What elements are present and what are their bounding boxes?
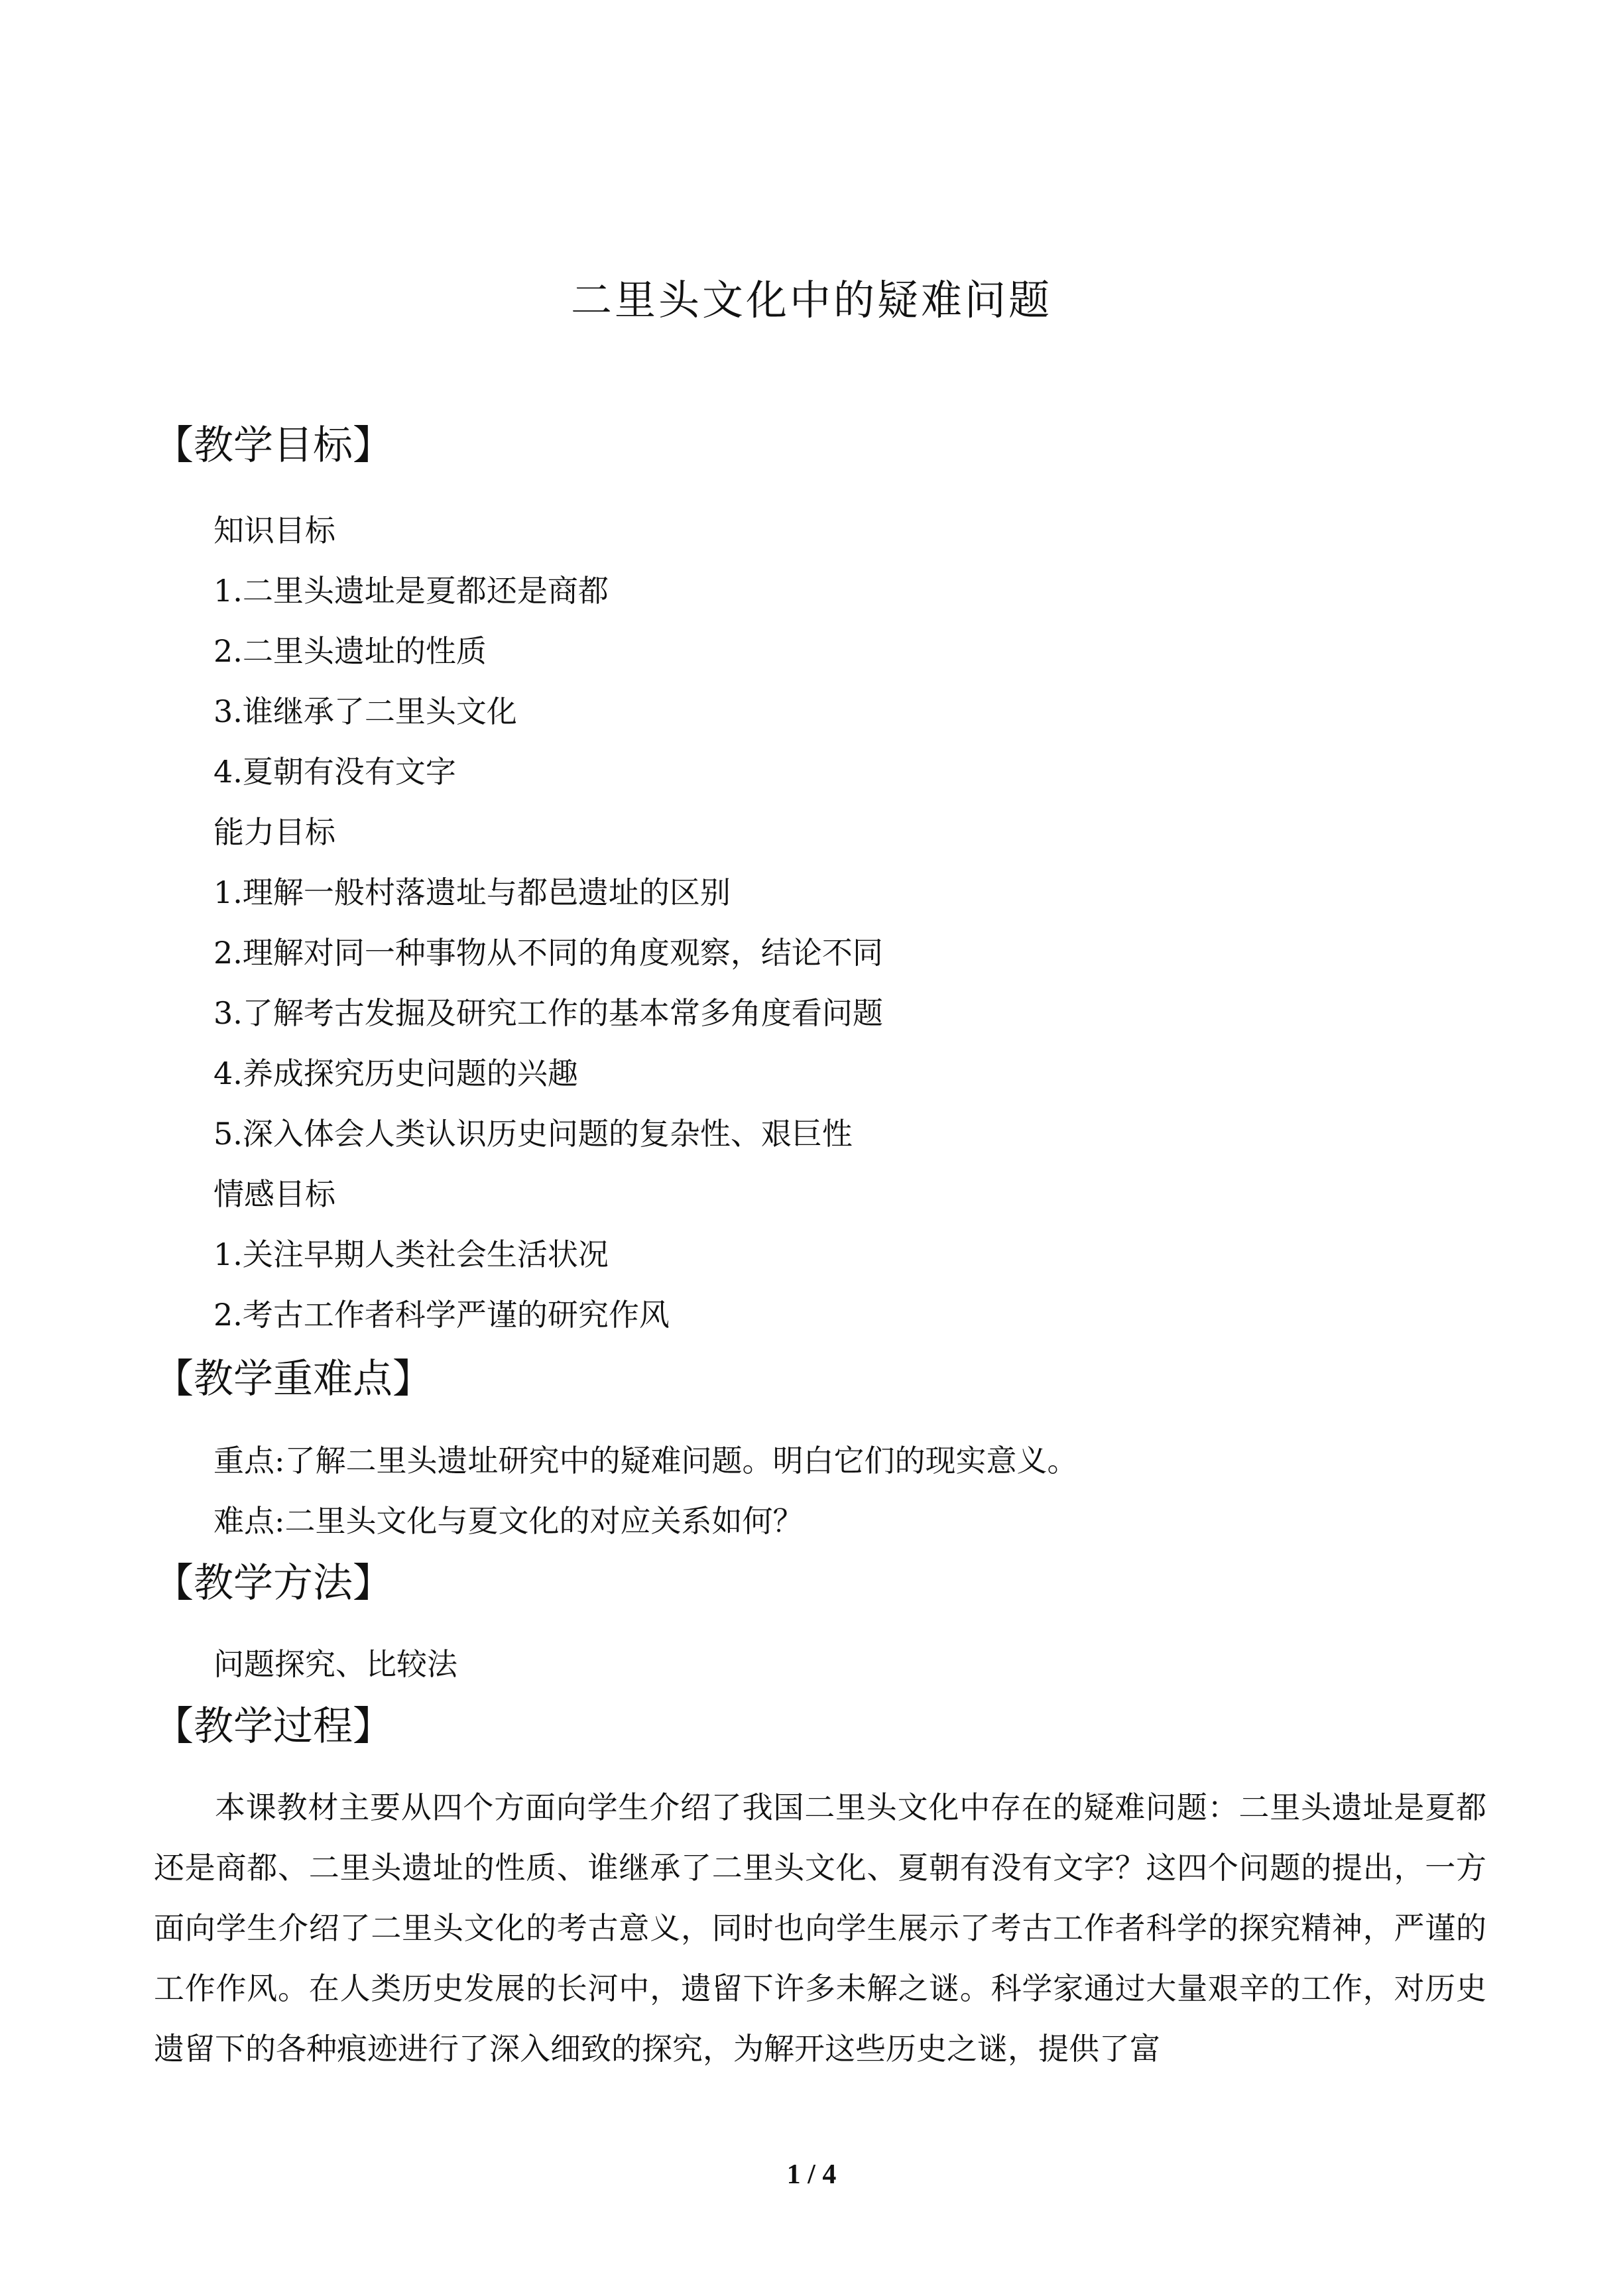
page-title: 二里头文化中的疑难问题: [570, 276, 1052, 324]
knowledge-item: 1.二里头遗址是夏都还是商都: [213, 573, 609, 609]
section-heading-process: 【教学过程】: [154, 1703, 392, 1750]
knowledge-objectives-label: 知识目标: [213, 513, 335, 548]
ability-item: 1.理解一般村落遗址与都邑遗址的区别: [213, 875, 731, 910]
section-heading-methods: 【教学方法】: [154, 1560, 392, 1606]
ability-item: 2.理解对同一种事物从不同的角度观察，结论不同: [213, 935, 883, 971]
emotion-item: 1.关注早期人类社会生活状况: [213, 1237, 609, 1272]
emotion-objectives-label: 情感目标: [213, 1176, 335, 1212]
knowledge-item: 4.夏朝有没有文字: [213, 754, 456, 790]
section-heading-key-points: 【教学重难点】: [154, 1356, 432, 1402]
emotion-item: 2.考古工作者科学严谨的研究作风: [213, 1297, 670, 1333]
knowledge-item: 3.谁继承了二里头文化: [213, 694, 517, 729]
methods-text: 问题探究、比较法: [213, 1646, 457, 1682]
ability-item: 4.养成探究历史问题的兴趣: [213, 1056, 578, 1091]
ability-item: 3.了解考古发掘及研究工作的基本常多角度看问题: [213, 995, 883, 1031]
process-paragraph: 本课教材主要从四个方面向学生介绍了我国二里头文化中存在的疑难问题：二里头遗址是夏都还是商都、二里头遗址的性质、谁继承了二里头文化、夏朝有没有文字？这四个问题的提出，一方面向学生介绍了二里头文化的考古意义，同时也向学生展示了考古工作者科学的探究精神，严谨的工作作风。在人类历史发展的长河中，遗留下许多未解之谜。科学家通过大量艰辛的工作，对历史遗留下的各种痕迹进行了深入细致的探究，为解开这些历史之谜，提供了富: [154, 1789, 1486, 2067]
section-heading-objectives: 【教学目标】: [154, 422, 392, 469]
ability-item: 5.深入体会人类认识历史问题的复杂性、艰巨性: [213, 1116, 853, 1152]
page-number: 1 / 4: [786, 2159, 837, 2190]
difficult-point-text: 难点:二里头文化与夏文化的对应关系如何？: [213, 1503, 804, 1539]
key-point-text: 重点:了解二里头遗址研究中的疑难问题。明白它们的现实意义。: [213, 1443, 1078, 1479]
ability-objectives-label: 能力目标: [213, 814, 335, 850]
knowledge-item: 2.二里头遗址的性质: [213, 633, 487, 669]
